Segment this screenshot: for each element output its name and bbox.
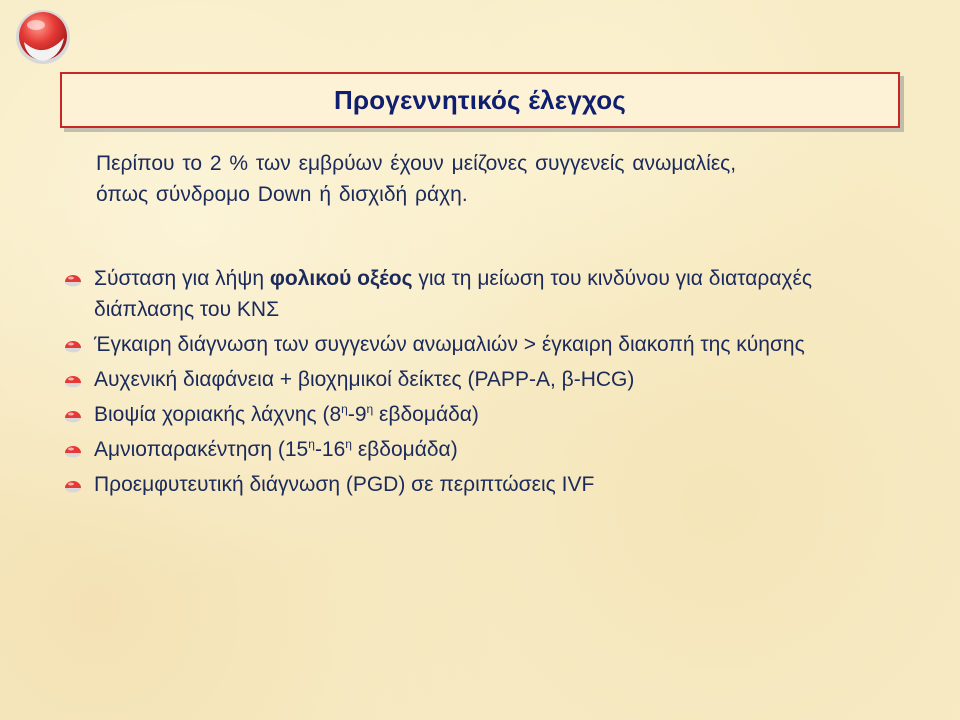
logo-icon [14,8,72,66]
pill-bullet-icon [64,477,82,493]
pill-bullet-icon [64,442,82,458]
bullet-sup: η [366,402,374,416]
pill-bullet-icon [64,372,82,388]
intro-paragraph [96,148,902,210]
intro-line-2: όπως σύνδρομο Down ή δισχιδή ράχη. [96,183,468,206]
bullet-text-pre: Αμνιοπαρακέντηση (15 [94,438,309,461]
bullet-item-pgd [58,469,904,500]
title-box [60,72,900,128]
bullet-list [58,263,904,504]
pill-bullet-icon [64,271,82,287]
bullet-text-post: εβδομάδα) [351,438,458,461]
bullet-sup: η [345,437,352,451]
pill-bullet-icon [64,337,82,353]
page-title: Προγεννητικός έλεγχος [333,84,627,115]
bullet-text-post: για τη μείωση του κινδύνου για διαταραχές διάπλασης του ΚΝΣ [94,267,813,321]
bullet-text: Προεμφυτευτική διάγνωση (PGD) σε περιπτώσεις IVF [94,473,595,496]
bullet-item-nuchal [58,364,904,395]
bullet-item-early-diagnosis [58,329,904,360]
bullet-text-pre: Βιοψία χοριακής λάχνης (8 [94,403,342,426]
bullet-sup: η [308,437,315,451]
intro-line-1: Περίπου το 2 % των εμβρύων έχουν μείζονες συγγενείς ανωμαλίες, [96,152,737,175]
bullet-text-mid: -16 [314,438,346,461]
bullet-text: Αυχενική διαφάνεια + βιοχημικοί δείκτες (PAPP-A, β-HCG) [94,368,635,391]
bullet-text-post: εβδομάδα) [373,403,479,426]
bullet-item-folic-acid [58,263,904,325]
bullet-text: Έγκαιρη διάγνωση των συγγενών ανωμαλιών > έγκαιρη διακοπή της κύησης [94,333,805,356]
bullet-item-amniocentesis [58,434,904,465]
bullet-sup: η [341,402,348,416]
pill-bullet-icon [64,407,82,423]
bullet-text-mid: -9 [347,403,367,426]
bullet-item-cvs [58,399,904,430]
bullet-text-bold: φολικού οξέος [269,267,413,290]
bullet-text-pre: Σύσταση για λήψη [94,267,270,290]
